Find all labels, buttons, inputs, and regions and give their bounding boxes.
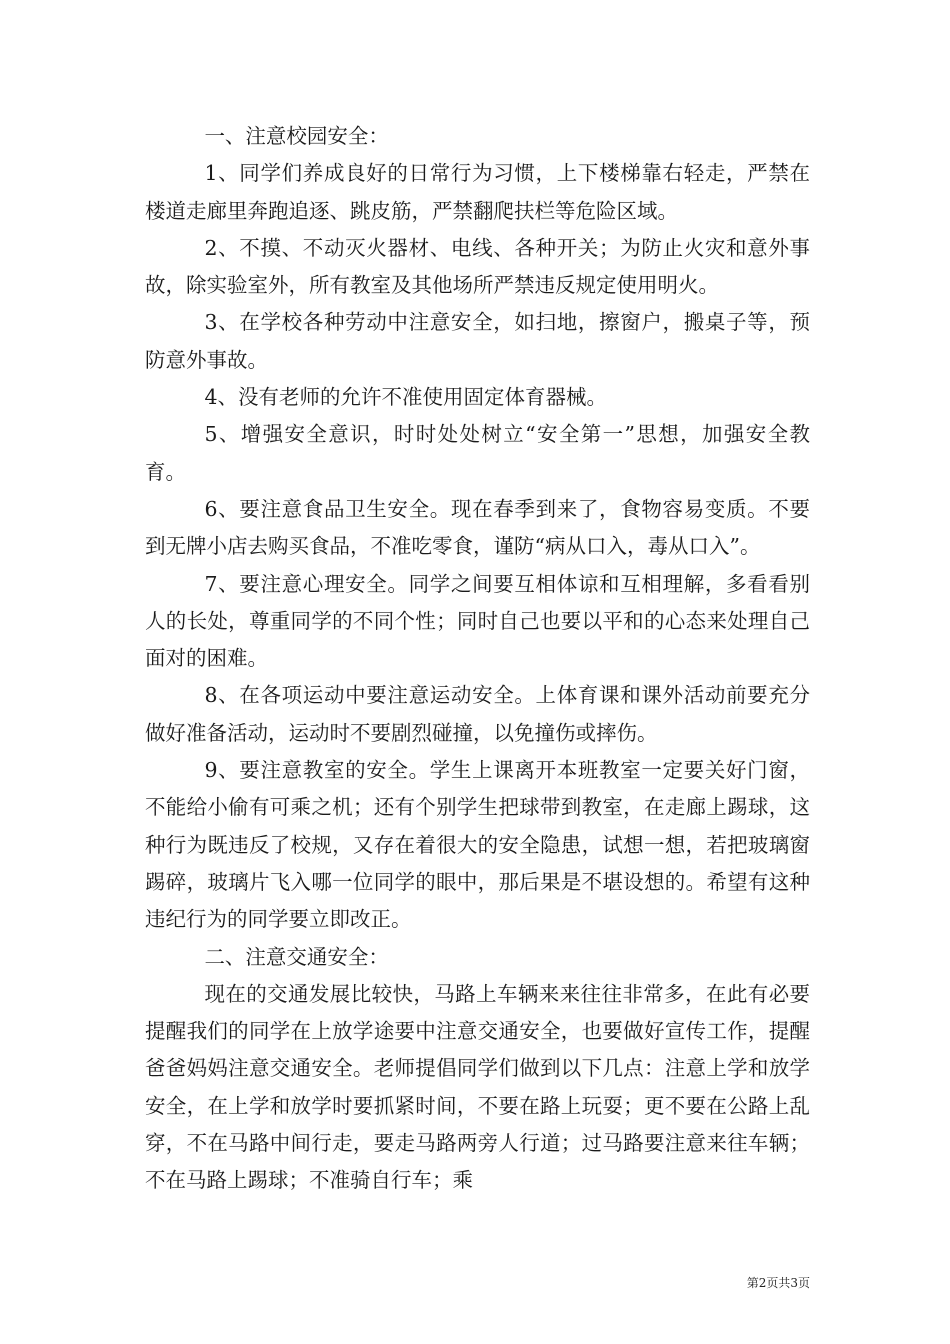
section-heading-campus-safety: 一、注意校园安全：	[204, 124, 389, 148]
paragraph-traffic-body: 现在的交通发展比较快，马路上车辆来来往往非常多，在此有必要提醒我们的同学在上放学途要中注意交通安全，也要做好宣传工作，提醒爸爸妈妈注意交通安全。老师提倡同学们做到以下几点：注意上学和放学安全，在上学和放学时要抓紧时间，不要在路上玩耍；更不要在公路上乱穿，不在马路中间行走，要走马路两旁人行道；过马路要注意来往车辆；不在马路上踢球；不准骑自行车；乘	[145, 981, 810, 1193]
paragraph-item-9: 9、要注意教室的安全。学生上课离开本班教室一定要关好门窗，不能给小偷有可乘之机；还有个别学生把球带到教室，在走廊上踢球，这种行为既违反了校规，又存在着很大的安全隐患，试想一想，若把玻璃窗踢碎，玻璃片飞入哪一位同学的眼中，那后果是不堪设想的。希望有这种违纪行为的同学要立即改正。	[145, 758, 810, 932]
paragraph-item-7: 7、要注意心理安全。同学之间要互相体谅和互相理解，多看看别人的长处，尊重同学的不同个性；同时自己也要以平和的心态来处理自己面对的困难。	[145, 571, 810, 671]
document-body	[145, 118, 810, 1200]
paragraph-item-4: 4、没有老师的允许不准使用固定体育器械。	[204, 385, 607, 410]
page-number-footer: 第2页共3页	[746, 1276, 810, 1290]
section-heading-traffic-safety: 二、注意交通安全：	[204, 944, 389, 969]
paragraph-item-8: 8、在各项运动中要注意运动安全。上体育课和课外活动前要充分做好准备活动，运动时不要剧烈碰撞，以免撞伤或摔伤。	[145, 683, 810, 745]
paragraph-item-5: 5、增强安全意识，时时处处树立“安全第一”思想，加强安全教育。	[145, 422, 810, 484]
paragraph-item-3: 3、在学校各种劳动中注意安全，如扫地，擦窗户，搬桌子等，预防意外事故。	[145, 310, 810, 372]
paragraph-item-2: 2、不摸、不动灭火器材、电线、各种开关；为防止火灾和意外事故，除实验室外，所有教室及其他场所严禁违反规定使用明火。	[145, 235, 810, 298]
paragraph-item-1: 1、同学们养成良好的日常行为习惯，上下楼梯靠右轻走，严禁在楼道走廊里奔跑追逐、跳皮筋，严禁翻爬扶栏等危险区域。	[145, 161, 810, 223]
paragraph-item-6: 6、要注意食品卫生安全。现在春季到来了，食物容易变质。不要到无牌小店去购买食品，不准吃零食，谨防“病从口入，毒从口入”。	[145, 496, 810, 559]
